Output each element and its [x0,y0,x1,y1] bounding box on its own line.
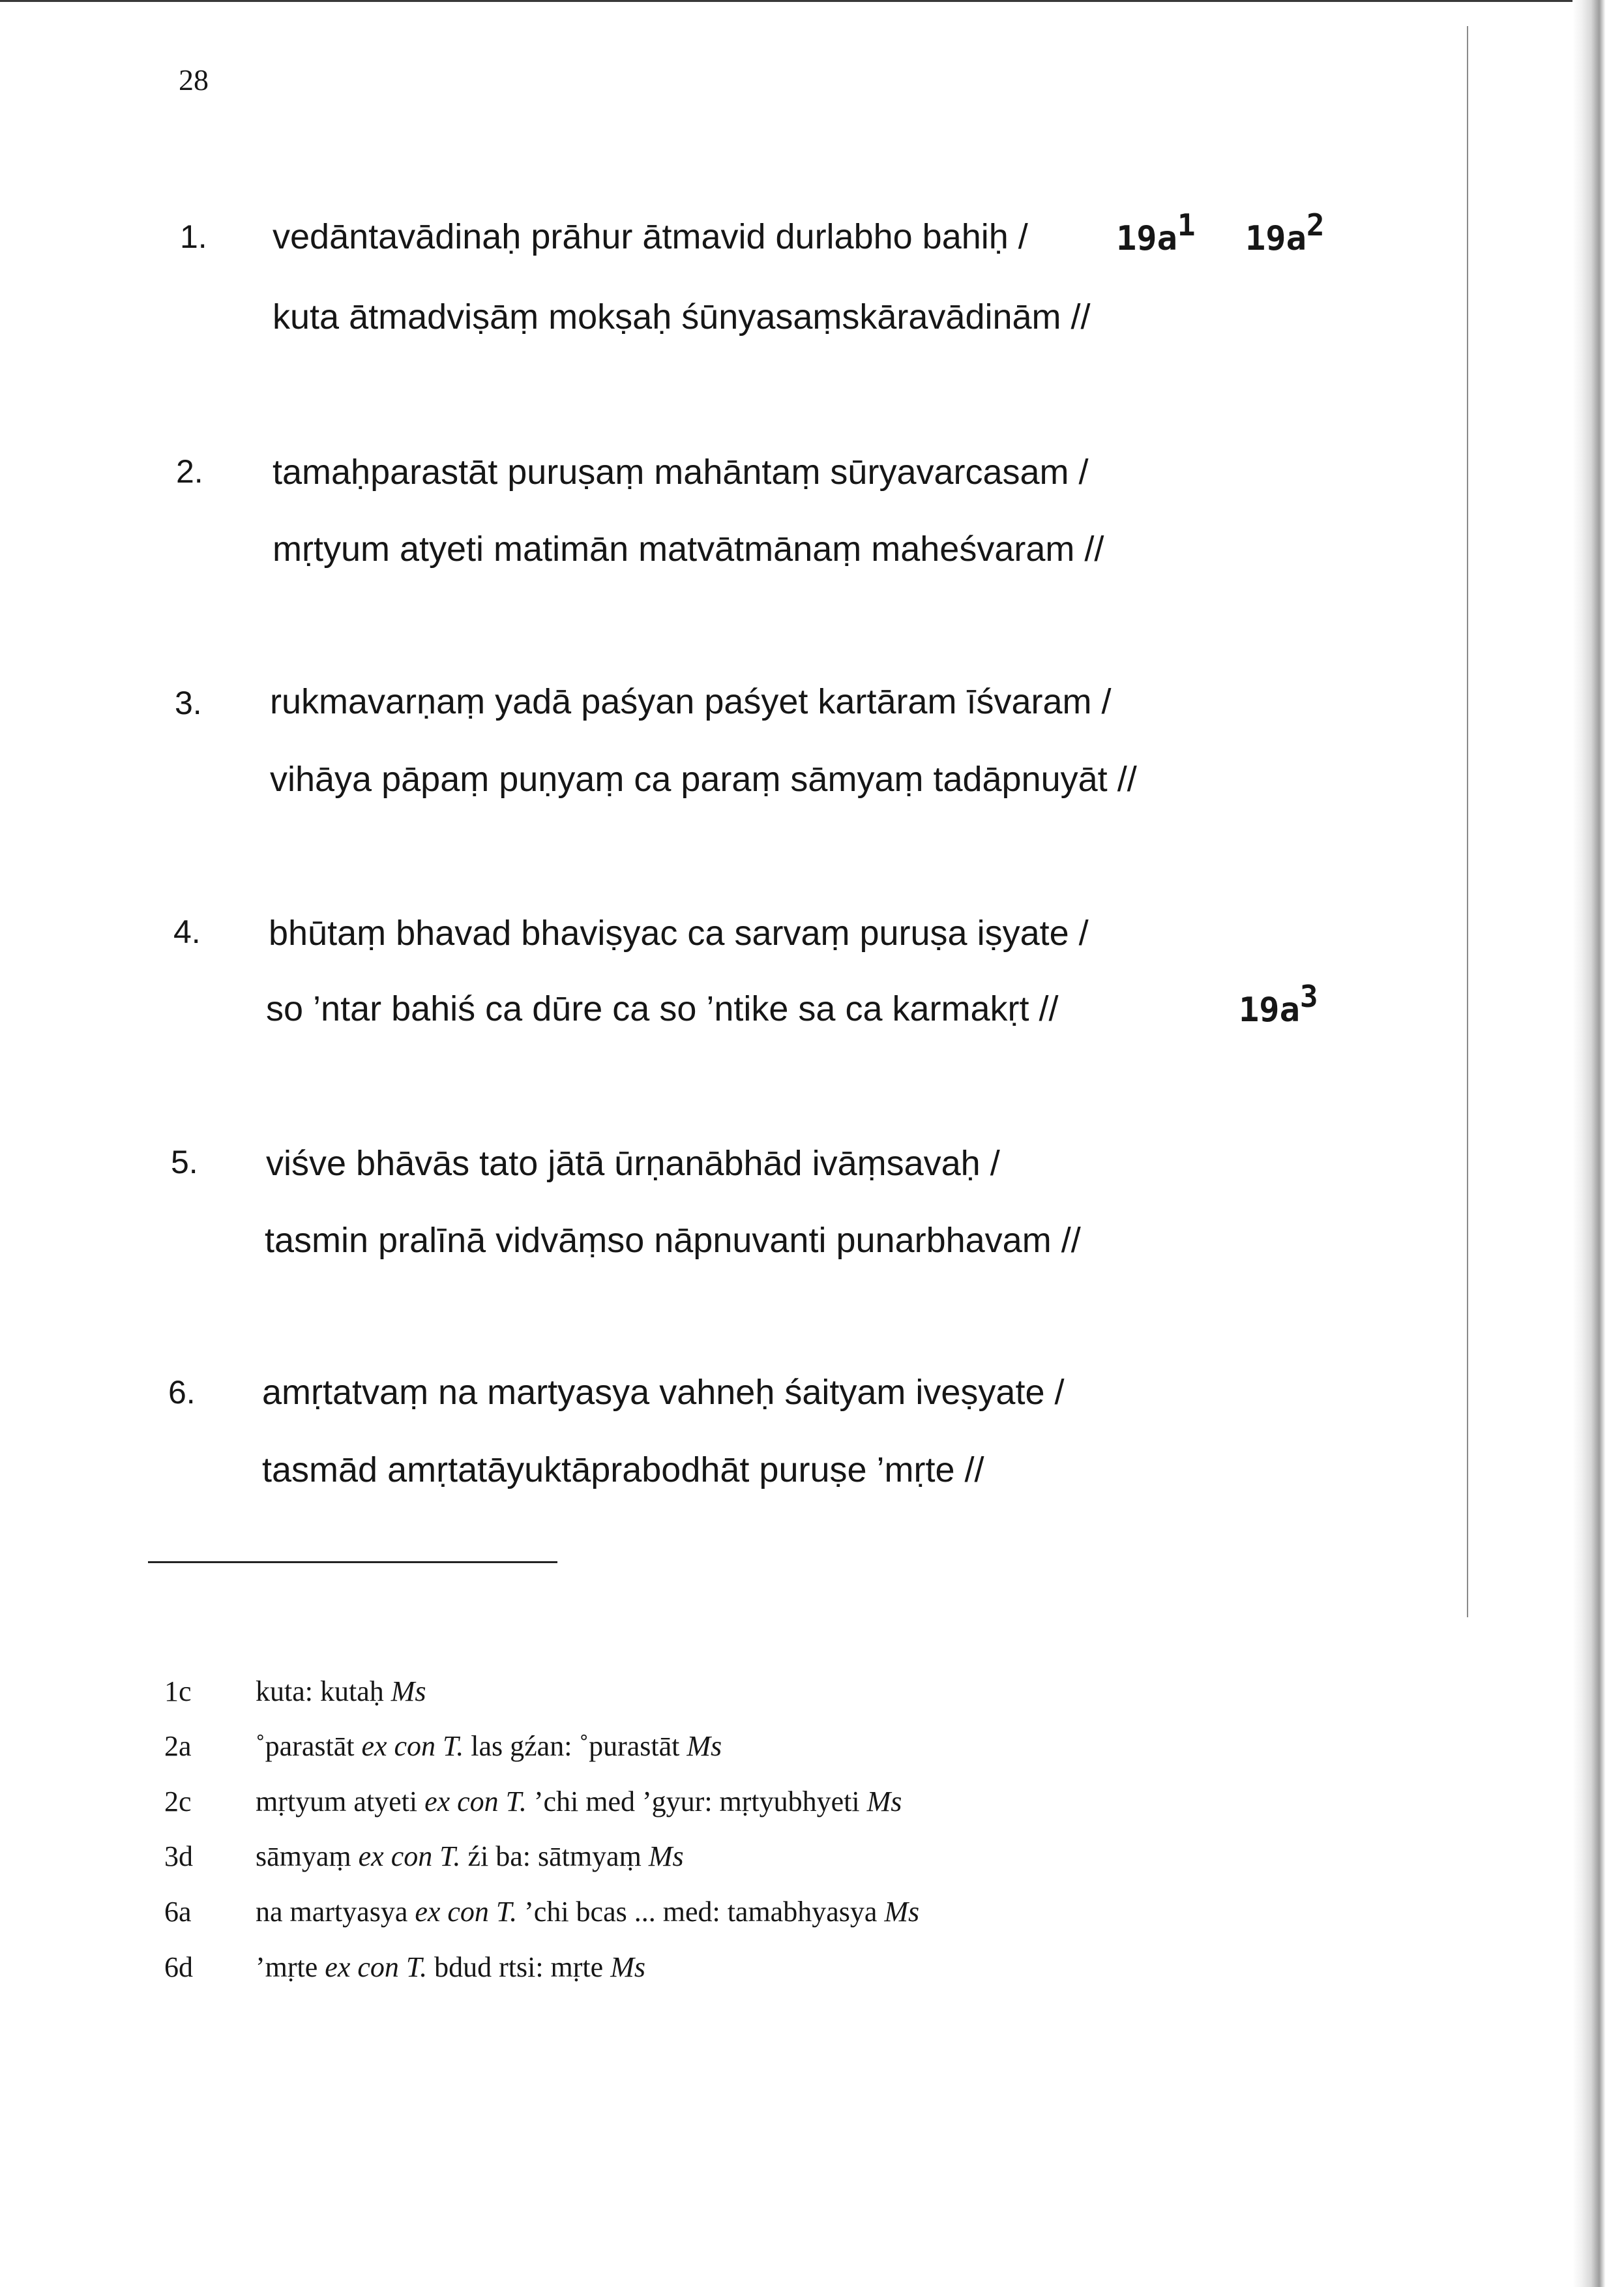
page-number: 28 [179,63,209,97]
footnote-label: 6a [164,1896,192,1928]
footnote-label: 3d [164,1840,193,1872]
verse-line: mṛtyum atyeti matimān matvātmānaṃ maheśvaram // [273,530,1104,569]
verse-line: bhūtaṃ bhavad bhaviṣyac ca sarvaṃ puruṣa iṣyate / [269,914,1089,953]
footnote-label: 1c [164,1675,192,1707]
page-edge-shadow [1572,0,1624,2287]
verse-line: viśve bhāvās tato jātā ūrṇanābhād ivāṃsavaḥ / [266,1144,1000,1183]
verse-line: vedāntavādinaḥ prāhur ātmavid durlabho bahiḥ / [273,217,1028,256]
verse-number: 2. [176,453,203,490]
footnote-label: 6d [164,1951,193,1983]
footnote-text: ’mṛte ex con T. bdud rtsi: mṛte Ms [256,1951,645,1983]
verse-line: so ’ntar bahiś ca dūre ca so ’ntike sa ca karmakṛt // [266,989,1059,1028]
folio-marker: $19a^1$ [1116,207,1196,258]
footnote-label: 2c [164,1786,192,1817]
footnote-text: kuta: kutaḥ Ms [256,1675,426,1707]
verse-number: 3. [175,685,202,721]
footnote-separator [148,1561,557,1563]
verse-number: 4. [173,914,201,950]
verse-line: rukmavarṇaṃ yadā paśyan paśyet kartāram īśvaram / [270,682,1112,721]
verse-number: 1. [180,218,207,255]
verse-line: amṛtatvaṃ na martyasya vahneḥ śaityam iveṣyate / [262,1373,1065,1412]
verse-number: 6. [168,1374,196,1411]
verse-line: tasmād amṛtatāyuktāprabodhāt puruṣe ’mṛte // [262,1450,984,1489]
verse-line: tasmin pralīnā vidvāṃso nāpnuvanti punarbhavam // [265,1221,1081,1260]
verse-number: 5. [171,1144,198,1180]
folio-marker: $19a^3$ [1239,979,1318,1030]
folio-marker: $19a^2$ [1245,207,1325,258]
verse-line: tamaḥparastāt puruṣaṃ mahāntaṃ sūryavarcasam / [273,453,1089,492]
verse-line: vihāya pāpaṃ puṇyaṃ ca paraṃ sāmyaṃ tadāpnuyāt // [270,760,1137,799]
footnote-label: 2a [164,1730,192,1762]
binding-rule [1467,26,1468,1617]
footnote-text: ˚parastāt ex con T. las gźan: ˚purastāt Ms [256,1730,722,1762]
footnote-text: na martyasya ex con T. ’chi bcas ... med: tamabhyasya Ms [256,1896,920,1928]
verse-line: kuta ātmadviṣāṃ mokṣaḥ śūnyasaṃskāravādinām // [273,297,1091,336]
top-edge-rule [0,0,1624,2]
footnote-text: sāmyaṃ ex con T. źi ba: sātmyaṃ Ms [256,1840,684,1872]
footnote-text: mṛtyum atyeti ex con T. ’chi med ’gyur: mṛtyubhyeti Ms [256,1786,902,1817]
